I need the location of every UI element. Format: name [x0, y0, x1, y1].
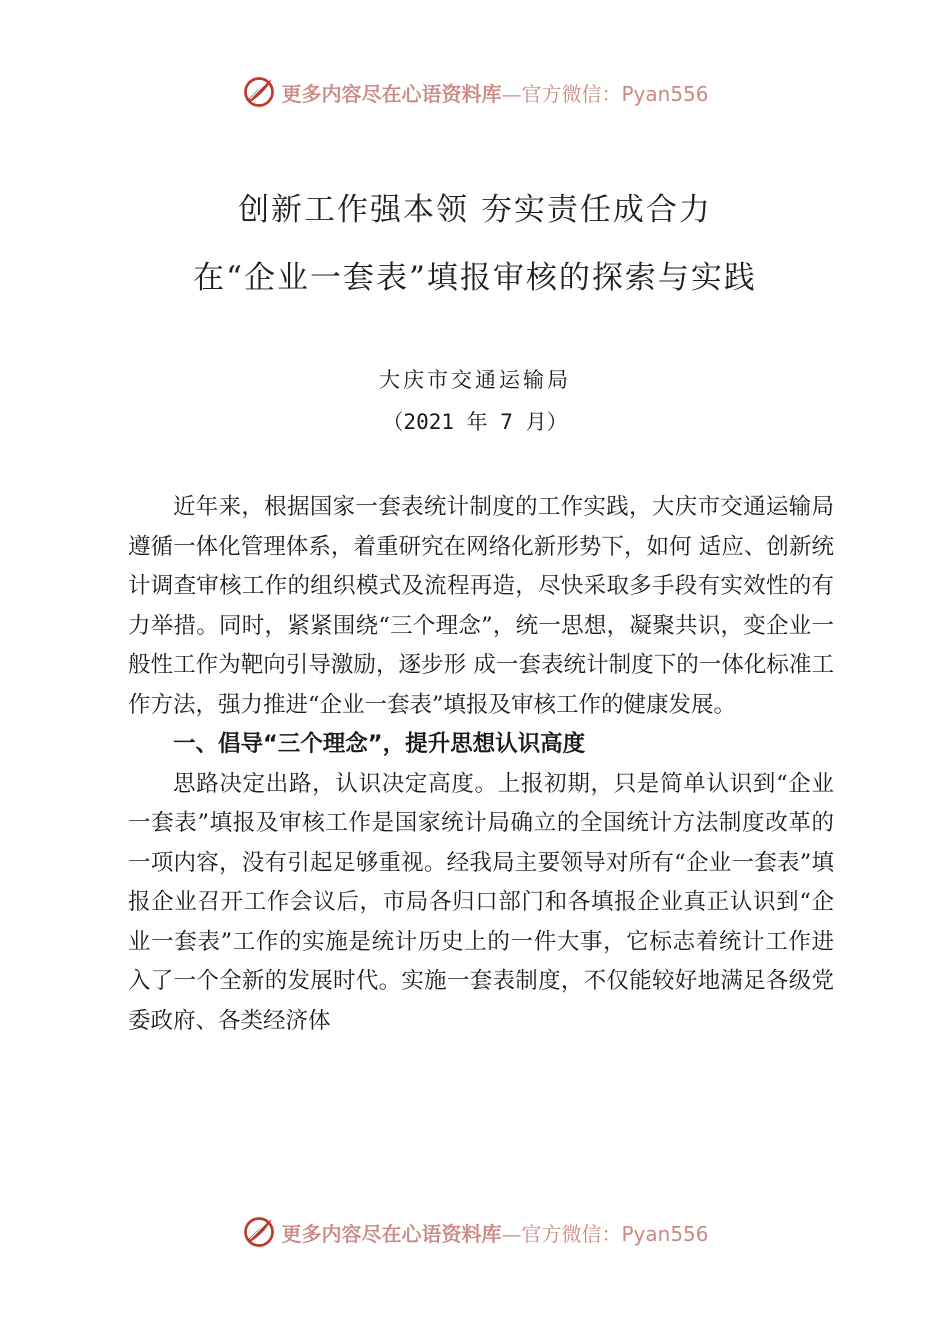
feather-pen-logo-icon [241, 74, 277, 110]
watermark-header [0, 72, 950, 112]
watermark-text: 更多内容尽在心语资料库—官方微信：Pyan556 [281, 81, 709, 106]
watermark-text: 更多内容尽在心语资料库—官方微信：Pyan556 [281, 1221, 709, 1246]
watermark-footer [0, 1212, 950, 1252]
intro-paragraph: 近年来，根据国家一套表统计制度的工作实践，大庆市交通运输局遵循一体化管理体系，着重研究在网络化新形势下，如何 适应、创新统计调查审核工作的组织模式及流程再造，尽快采取多手段有实效性的有力举措。同时，紧紧围绕“三个理念”，统一思想，凝聚共识，变企业一般性工作为靶向引导激励，逐步形 成一套表统计制度下的一体化标准工作方法，强力推进“企业一套表”填报及审核工作的健康发展。 [128, 494, 834, 718]
document-title-line-2: 在“企业一套表”填报审核的探索与实践 [193, 260, 757, 296]
author-organization: 大庆市交通运输局 [379, 368, 571, 392]
section-1-paragraph: 思路决定出路，认识决定高度。上报初期，只是简单认识到“企业一套表”填报及审核工作是国家统计局确立的全国统计方法制度改革的一项内容，没有引起足够重视。经我局主要领导对所有“企业一套表”填报企业召开工作会议后，市局各归口部门和各填报企业真正认识到“企业一套表”工作的实施是统计历史上的一件大事，它标志着统计工作进入了一个全新的发展时代。实施一套表制度，不仅能较好地满足各级党委政府、各类经济体 [128, 770, 834, 1034]
document-title-line-1: 创新工作强本领 夯实责任成合力 [238, 192, 712, 228]
feather-pen-logo-icon [241, 1214, 277, 1250]
document-body [128, 488, 834, 1041]
section-1-heading: 一、倡导“三个理念”，提升思想认识高度 [173, 731, 586, 757]
document-date: （2021 年 7 月） [382, 410, 568, 434]
